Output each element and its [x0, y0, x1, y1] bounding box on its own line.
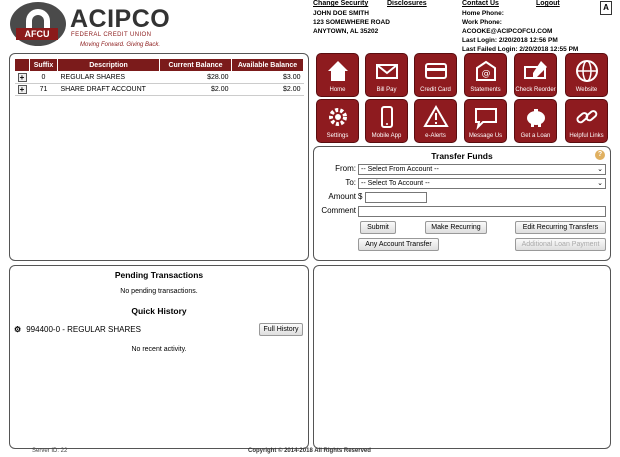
- description-cell: SHARE DRAFT ACCOUNT: [58, 84, 160, 96]
- column-header: Available Balance: [232, 59, 304, 72]
- member-contact: [462, 9, 578, 54]
- column-header: Description: [58, 59, 160, 72]
- home-phone: Home Phone:: [462, 10, 504, 17]
- pending-empty-text: No pending transactions.: [120, 288, 198, 295]
- tile-statements[interactable]: [464, 53, 507, 97]
- mobile-icon: [374, 104, 400, 130]
- piggy-bank-icon: [523, 104, 549, 130]
- make-recurring-button[interactable]: Make Recurring: [425, 221, 487, 234]
- tile-label: Credit Card: [420, 87, 451, 93]
- additional-loan-payment-button: Additional Loan Payment: [515, 238, 606, 251]
- address-line: 123 SOMEWHERE ROAD: [313, 19, 390, 26]
- tile-check-reorder[interactable]: [514, 53, 557, 97]
- from-account-select[interactable]: [358, 164, 606, 175]
- tile-label: Website: [575, 87, 598, 93]
- tile-label: Helpful Links: [569, 133, 604, 139]
- last-login: Last Login: 2/20/2018 12:56 PM: [462, 37, 558, 44]
- link-icon: [574, 104, 600, 130]
- from-label: From:: [335, 164, 356, 173]
- suffix-cell: 71: [30, 84, 58, 96]
- chevron-down-icon: ⌄: [597, 166, 603, 173]
- member-address: [313, 9, 390, 36]
- logo-tagline: Moving Forward. Giving Back.: [80, 42, 161, 48]
- gear-icon: [325, 104, 351, 130]
- tile-helpful-links[interactable]: [565, 99, 608, 143]
- change-security-link[interactable]: Change Security: [313, 0, 369, 7]
- available-balance-cell: $2.00: [232, 84, 304, 96]
- envelope-icon: [374, 58, 400, 84]
- last-failed-login: Last Failed Login: 2/20/2018 12:55 PM: [462, 46, 579, 53]
- tile-mobile-app[interactable]: [365, 99, 408, 143]
- svg-text:@: @: [481, 69, 491, 79]
- tile-label: Mobile App: [371, 133, 402, 139]
- logout-link[interactable]: Logout: [536, 0, 560, 7]
- available-balance-cell: $3.00: [232, 72, 304, 84]
- comment-input[interactable]: [358, 206, 606, 217]
- suffix-cell: 0: [30, 72, 58, 84]
- email: ACOOKE@ACIPCOFCU.COM: [462, 28, 553, 35]
- work-phone: Work Phone:: [462, 19, 502, 26]
- to-account-select[interactable]: [358, 178, 606, 189]
- content-panel: [313, 265, 611, 449]
- transfer-title: Transfer Funds: [431, 151, 493, 161]
- tile-settings[interactable]: [316, 99, 359, 143]
- tile-message-us[interactable]: [464, 99, 507, 143]
- member-name: JOHN DOE SMITH: [313, 10, 369, 17]
- tile-label: Statements: [470, 87, 501, 93]
- comment-label: Comment: [321, 206, 356, 215]
- table-row[interactable]: [15, 72, 304, 84]
- globe-icon: [574, 58, 600, 84]
- tile-label: Check Reorder: [515, 87, 556, 93]
- any-account-transfer-button[interactable]: Any Account Transfer: [358, 238, 439, 251]
- column-header: Suffix: [30, 59, 58, 72]
- to-account-value: -- Select To Account --: [361, 180, 430, 187]
- from-account-value: -- Select From Account --: [361, 166, 439, 173]
- expand-button[interactable]: +: [18, 73, 27, 82]
- full-history-button[interactable]: Full History: [259, 323, 303, 336]
- tile-e-alerts[interactable]: [414, 99, 457, 143]
- no-recent-activity-text: No recent activity.: [131, 346, 187, 353]
- tile-get-a-loan[interactable]: [514, 99, 557, 143]
- print-icon[interactable]: A: [600, 1, 612, 15]
- description-cell: REGULAR SHARES: [58, 72, 160, 84]
- tile-home[interactable]: [316, 53, 359, 97]
- message-icon: [473, 104, 499, 130]
- tile-label: Bill Pay: [376, 87, 397, 93]
- credit-union-logo: [10, 2, 175, 50]
- contact-us-link[interactable]: Contact Us: [462, 0, 499, 7]
- statements-icon: [473, 58, 499, 84]
- address-city: ANYTOWN, AL 35202: [313, 28, 379, 35]
- tile-label: Settings: [326, 133, 349, 139]
- expand-header: [15, 59, 30, 72]
- amount-label: Amount: [328, 192, 356, 201]
- accounts-panel: [9, 53, 309, 261]
- disclosures-link[interactable]: Disclosures: [387, 0, 427, 7]
- logo-name: ACIPCO: [70, 5, 171, 33]
- tile-website[interactable]: [565, 53, 608, 97]
- tile-label: e-Alerts: [425, 133, 446, 139]
- currency-symbol: $: [358, 192, 363, 201]
- pending-title: Pending Transactions: [114, 270, 204, 280]
- submit-button[interactable]: Submit: [360, 221, 396, 234]
- quick-history-account[interactable]: [14, 325, 141, 334]
- amount-input[interactable]: [365, 192, 427, 203]
- current-balance-cell: $2.00: [160, 84, 232, 96]
- alert-icon: [423, 104, 449, 130]
- to-label: To:: [345, 178, 356, 187]
- copyright: Copyright © 2014-2018 All Rights Reserved: [248, 448, 371, 454]
- chevron-down-icon: ⌄: [597, 180, 603, 187]
- quick-history-account-label: 994400-0 - REGULAR SHARES: [26, 325, 141, 334]
- server-id: Server ID: 22: [32, 448, 68, 454]
- tile-label: Message Us: [468, 133, 503, 139]
- quick-history-title: Quick History: [131, 306, 187, 316]
- tile-label: Get a Loan: [520, 133, 551, 139]
- current-balance-cell: $28.00: [160, 72, 232, 84]
- edit-recurring-transfers-button[interactable]: Edit Recurring Transfers: [515, 221, 606, 234]
- accounts-table: [14, 58, 304, 96]
- help-icon[interactable]: ?: [595, 150, 605, 160]
- check-reorder-icon: [523, 58, 549, 84]
- tile-bill-pay[interactable]: [365, 53, 408, 97]
- expand-button[interactable]: +: [18, 85, 27, 94]
- table-row[interactable]: [15, 84, 304, 96]
- tile-label: Home: [329, 87, 346, 93]
- gears-icon: ⚙: [14, 325, 22, 334]
- home-icon: [325, 58, 351, 84]
- column-header: Current Balance: [160, 59, 232, 72]
- logo-subtitle: FEDERAL CREDIT UNION: [71, 32, 152, 38]
- credit-card-icon: [423, 58, 449, 84]
- pending-transactions-panel: [9, 265, 309, 449]
- logo-badge: AFCU: [16, 28, 58, 40]
- transfer-funds-panel: [313, 146, 611, 261]
- tile-credit-card[interactable]: [414, 53, 457, 97]
